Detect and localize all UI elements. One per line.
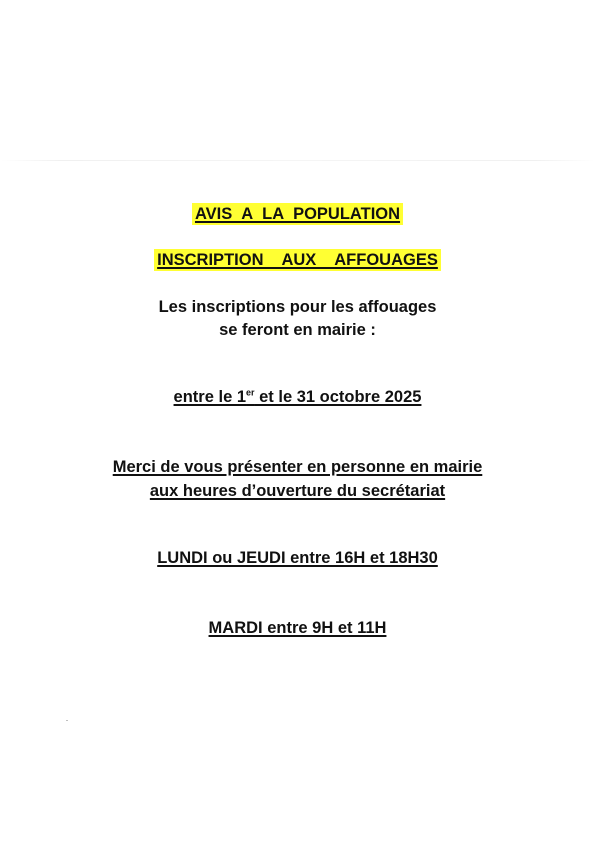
request-line-2: aux heures d’ouverture du secrétariat [149,482,446,500]
period-superscript: er [246,387,255,398]
intro-line-2: se feront en mairie : [219,321,376,339]
hours-line-1-row [0,546,595,570]
scan-artifact-line [0,160,595,161]
intro-line-1: Les inscriptions pour les affouages [158,298,437,316]
scan-artifact-dot [66,720,68,721]
notice-title: AVIS A LA POPULATION [192,203,403,225]
request-line-2-row [0,479,595,503]
period-prefix: entre le 1 [173,388,247,406]
request-line-1-row [0,455,595,479]
notice-title-row [0,202,595,226]
hours-line-2-row [0,616,595,640]
notice-subtitle-row [0,248,595,272]
hours-line-1: LUNDI ou JEUDI entre 16H et 18H30 [157,549,438,567]
period-line [0,385,595,409]
period-suffix: et le 31 octobre 2025 [254,388,422,406]
request-line-1: Merci de vous présenter en personne en mairie [112,458,483,476]
period-text [174,388,422,406]
notice-subtitle: INSCRIPTION AUX AFFOUAGES [154,249,441,271]
hours-line-2: MARDI entre 9H et 11H [208,619,387,637]
